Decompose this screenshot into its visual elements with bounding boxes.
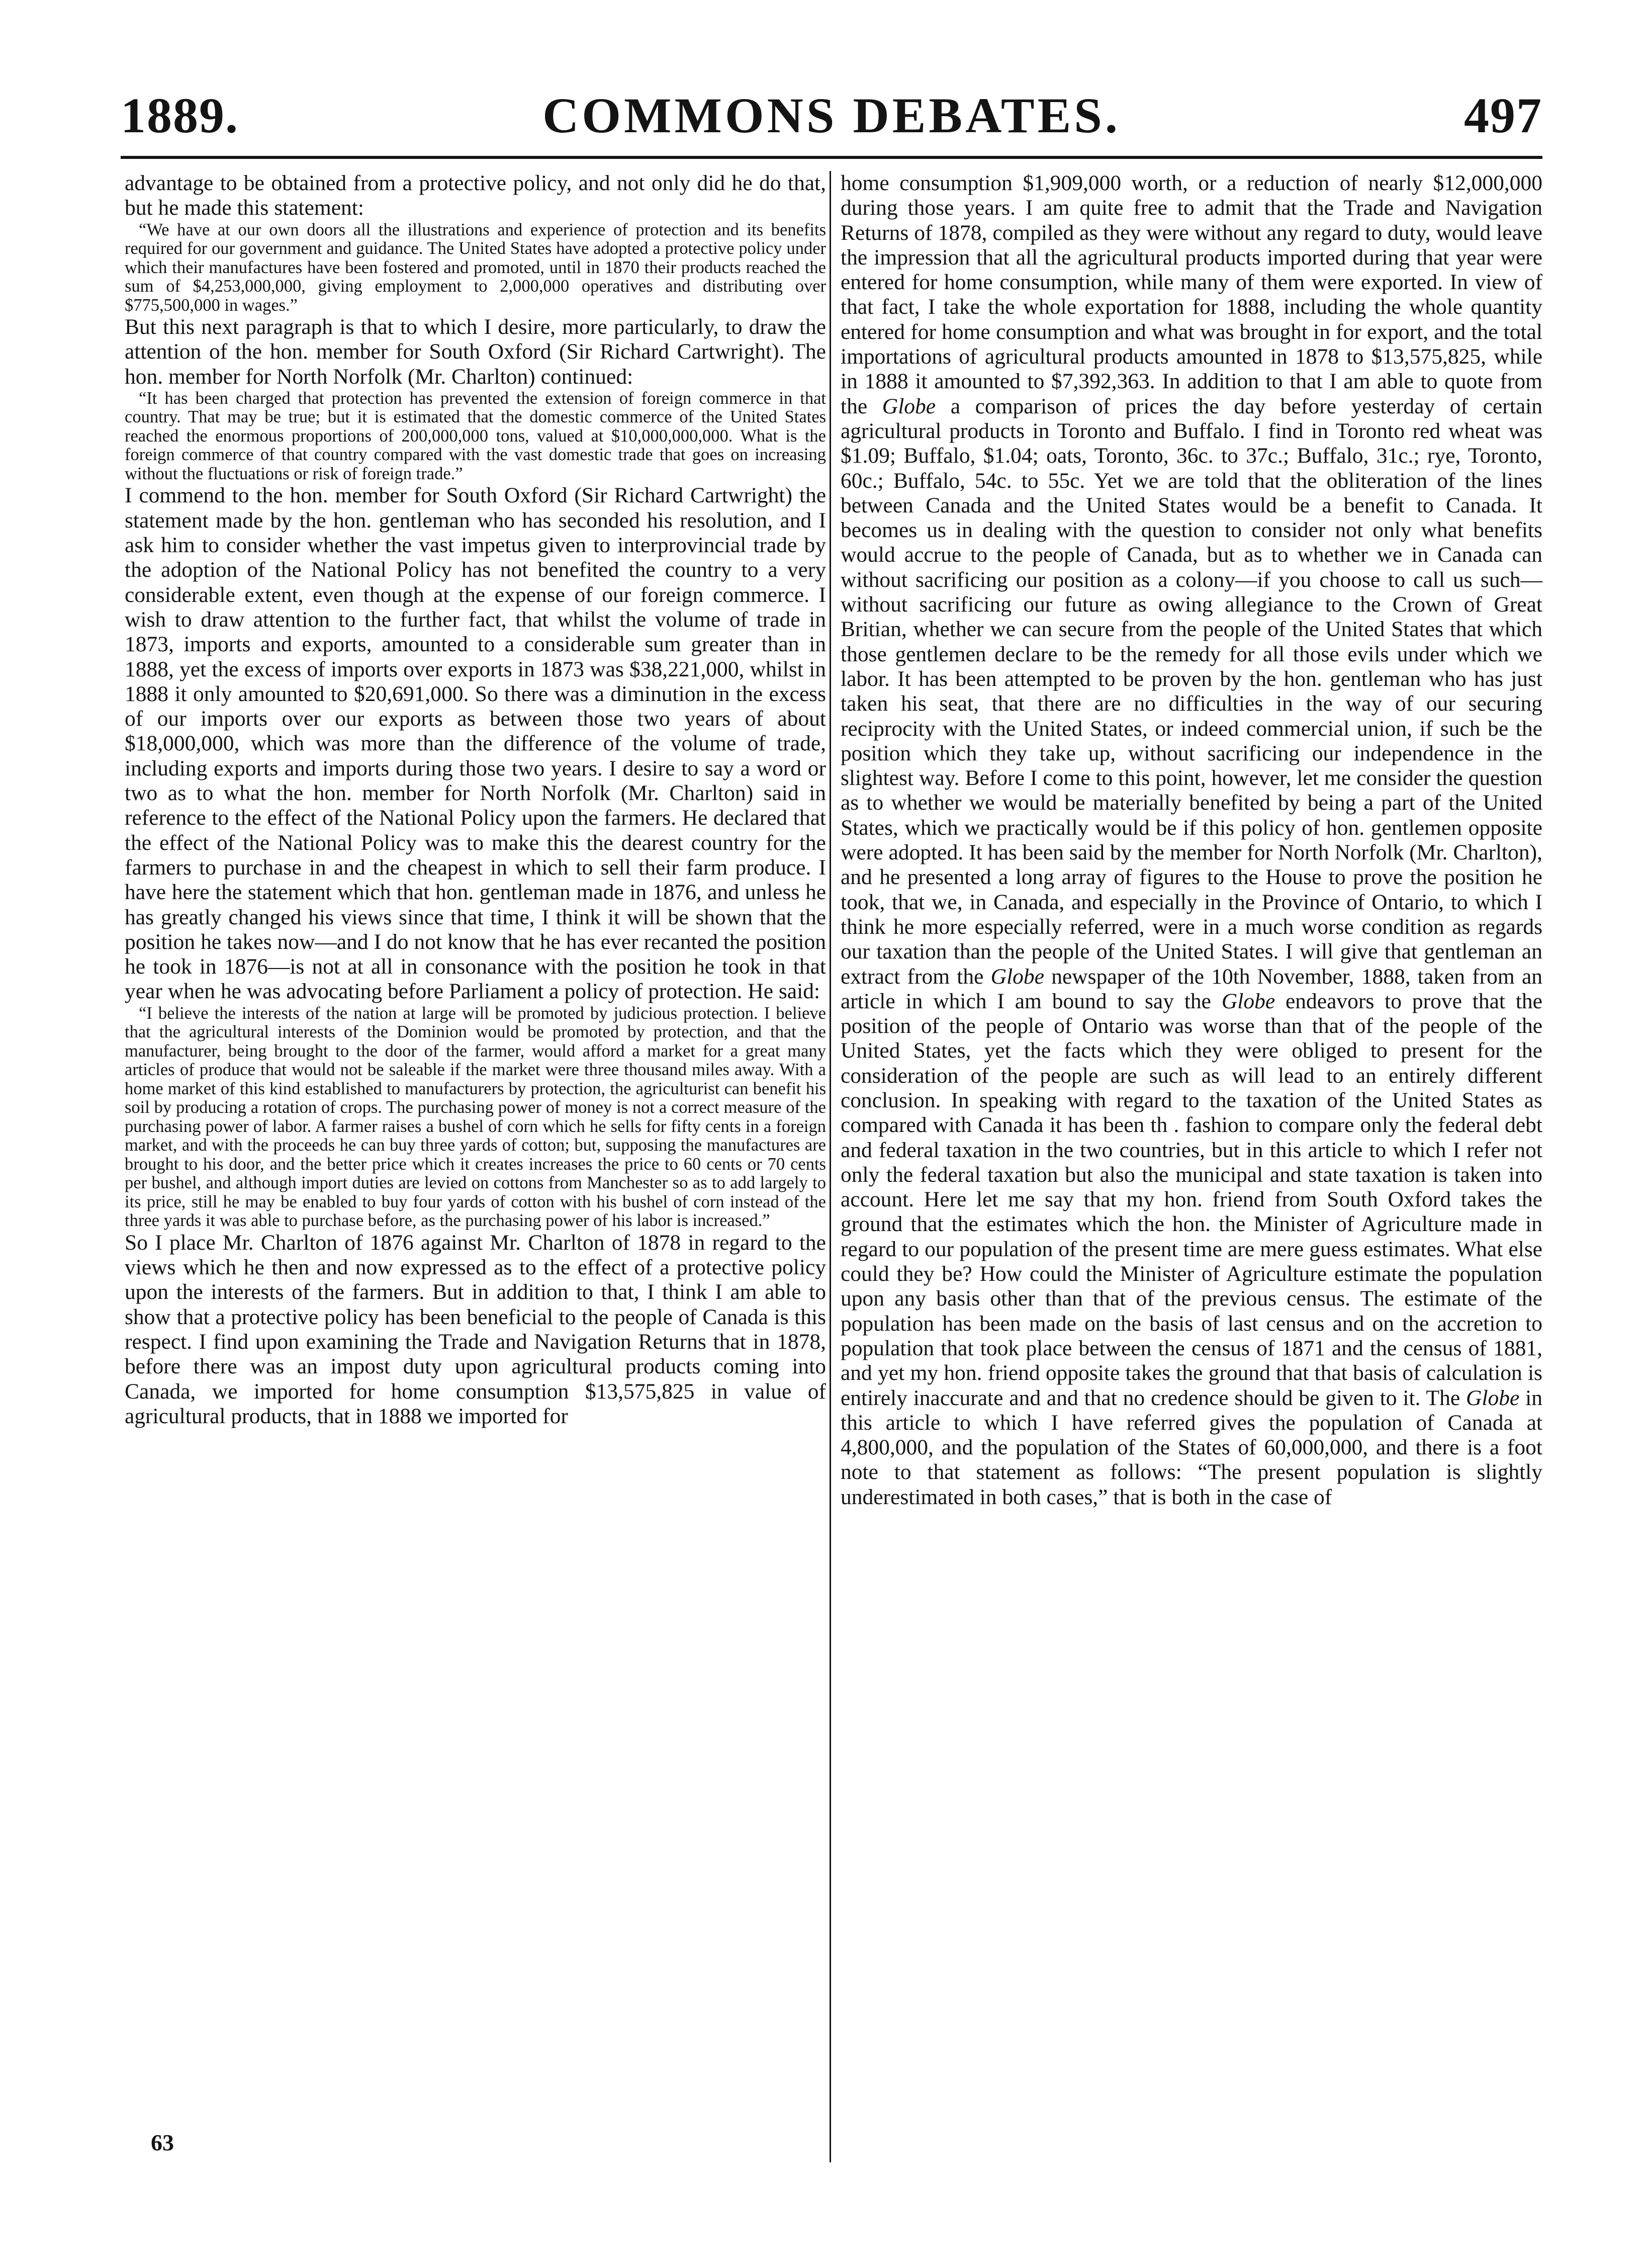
newspaper-name: Globe [1466,1385,1520,1410]
signature-mark: 63 [151,2130,174,2155]
newspaper-name: Globe [990,964,1044,989]
paragraph: I commend to the hon. member for South Oxford (Sir Richard Cartwright) the statement made by the hon. gentleman who has seconded his resolution, and I ask him to consider whether the vast impetus given to interprovincial trade by the adoption of the National Policy has not benefited the country to a very considerable extent, even though at the expense of our foreign commerce. I wish to draw attention to the further fact, that whilst the volume of trade in 1873, imports and exports, amounted to a considerable sum greater than in 1888, yet the excess of imports over exports in 1873 was $38,221,000, whilst in 1888 it only amounted to $20,691,000. So there was a diminution in the excess of our imports over our exports as between those two years of about $18,000,000, which was more than the difference of the volume of trade, including exports and imports during those two years. I desire to say a word or two as to what the hon. member for North Norfolk (Mr. Charlton) said in reference to the effect of the National Policy upon the farmers. He declared that the effect of the National Policy was to make this the dearest country for the farmers to purchase in and the cheapest in which to sell their farm produce. I have here the statement which that hon. gentleman made in 1876, and unless he has greatly changed his views since that time, I think it will be shown that the position he takes now—and I do not know that he has ever recanted the position he took in 1876—is not at all in consonance with the position he took in that year when he was advocating before Parliament a policy of protection. He said: [125,483,826,1004]
paragraph [841,171,1542,1510]
newspaper-name: Globe [1221,989,1275,1013]
paragraph: So I place Mr. Charlton of 1876 against Mr. Charlton of 1878 in regard to the views which he then and now expressed as to the effect of a protective policy upon the interests of the farmers. But in addition to that, I think I am able to show that a protective policy has been beneficial to the people of Canada is this respect. I find upon examining the Trade and Navigation Returns that in 1878, before there was an impost duty upon agricultural products coming into Canada, we imported for home consumption $13,575,825 in value of agricultural products, that in 1888 we imported for [125,1230,826,1428]
text-run: endeavors to prove that the position of the people of Ontario was worse than that of the people of the United States, yet the facts which they were obliged to present for the consideration of the people are such as will lead to an entirely different conclusion. In speaking with regard to the taxation of the United States as compared with Canada it has been th . fashion to compare only the federal debt and federal taxation in the two countries, but in this article to which I refer not only the federal taxation but also the municipal and state taxation is taken into account. Here let me say that my hon. friend from South Oxford takes the ground that the estimates which the hon. the Minister of Agriculture made in regard to our population of the present time are mere guess estimates. What else could they be? How could the Minister of Agriculture estimate the population upon any basis other than that of the previous census. The estimate of the population has been made on the basis of last census and on the accretion to population that took place between the census of 1871 and the census of 1881, and yet my hon. friend opposite takes the ground that that basis of calculation is entirely inaccurate and and that no credence should be given to it. The [841,989,1542,1410]
header-page-number: 497 [1464,88,1542,143]
header-title: COMMONS DEBATES. [542,88,1121,143]
header-year: 1889. [121,88,239,143]
left-column [125,171,826,1429]
block-quote: “It has been charged that protection has prevented the extension of foreign commerce in that country. That may be true; but it is estimated that the domestic commerce of the United States reached the enormous proportions of 200,000,000 tons, valued at $10,000,000,000. What is the foreign commerce of that country compared with the vast domestic trade that goes on increasing without the fluctuations or risk of foreign trade.” [125,388,826,483]
text-run: a comparison of prices the day before yesterday of certain agricultural products in Toronto and Buffalo. I find in Toronto red wheat was $1.09; Buffalo, $1.04; oats, Toronto, 36c. to 37c.; Buffalo, 31c.; rye, Toronto, 60c.; Buffalo, 54c. to 55c. Yet we are told that the obliteration of the lines between Canada and the United States would be a benefit to Canada. It becomes us in dealing with the question to consider not only what benefits would accrue to the people of Canada, but as to whether we in Canada can without sacrificing our position as a colony—if you choose to call us such—without sacrificing our future as owing allegiance to the Crown of Great Britian, whether we can secure from the people of the United States that which those gentlemen declare to be the remedy for all those evils under which we labor. It has been attempted to be proven by the hon. gentleman who has just taken his seat, that there are no difficulties in the way of our securing reciprocity with the United States, or indeed commercial union, if such be the position which they take up, without sacrificing our independence in the slightest way. Before I come to this point, however, let me consider the question as to whether we would be materially benefited by being a part of the United States, which we practically would be if this policy of hon. gentlemen opposite were adopted. It has been said by the member for North Norfolk (Mr. Charlton), and he presented a long array of figures to the House to prove the position he took, that we, in Canada, and especially in the Province of Ontario, to which I think he more especially referred, were in a much worse condition as regards our taxation than the people of the United States. I will give that gentleman an extract from the [841,394,1542,989]
text-run: home consumption $1,909,000 worth, or a reduction of nearly $12,000,000 during those years. I am quite free to admit that the Trade and Navigation Returns of 1878, compiled as they were without any regard to duty, would leave the impression that all the agricultural products imported during that year were entered for home consumption, while many of them were exported. In view of that fact, I take the whole exportation for 1888, including the whole quantity entered for home consumption and what was brought in for export, and the total importations of agricultural products amounted in 1878 to $13,575,825, while in 1888 it amounted to $7,392,363. In addition to that I am able to quote from the [841,171,1542,418]
block-quote: “I believe the interests of the nation at large will be promoted by judicious protection. I believe that the agricultural interests of the Dominion would be promoted by protection, and that the manufacturer, being brought to the door of the farmer, would afford a market for a great many articles of produce that would not be saleable if the market were three thousand miles away. With a home market of this kind established to manufacturers by protection, the agriculturist can benefit his soil by producing a rotation of crops. The purchasing power of money is not a correct measure of the purchasing power of labor. A farmer raises a bushel of corn which he sells for fifty cents in a foreign market, and with the proceeds he can buy three yards of cotton; but, supposing the manufactures are brought to his door, and the better price which it creates increases the price to 60 cents or 70 cents per bushel, and although import duties are levied on cottons from Manchester so as to add largely to its price, still he may be enabled to buy four yards of cotton with his bushel of corn instead of the three yards it was able to purchase before, as the purchasing power of his labor is increased.” [125,1003,826,1231]
text-run: in this article to which I have referred gives the population of Canada at 4,800,000, and the population of the States of 60,000,000, and there is a foot note to that statement as follows: “The present population is slightly underestimated in both cases,” that is both in the case of [841,1385,1543,1509]
page-header [121,80,1542,151]
text-run: newspaper of the 10th November, 1888, taken from an article in which I am bound to say the [841,964,1543,1013]
paragraph: advantage to be obtained from a protective policy, and not only did he do that, but he made this statement: [125,171,826,220]
column-divider [830,171,831,2162]
header-rule [121,156,1542,159]
right-column [841,171,1542,1510]
block-quote: “We have at our own doors all the illustrations and experience of protection and its benefits required for our government and guidance. The United States have adopted a protective policy under which their manufactures have been fostered and promoted, until in 1870 their products reached the sum of $4,253,000,000, giving employment to 2,000,000 operatives and distributing over $775,500,000 in wages.” [125,220,826,315]
newspaper-name: Globe [882,394,936,418]
paragraph: But this next paragraph is that to which I desire, more particularly, to draw the attention of the hon. member for South Oxford (Sir Richard Cartwright). The hon. member for North Norfolk (Mr. Charlton) continued: [125,315,826,389]
